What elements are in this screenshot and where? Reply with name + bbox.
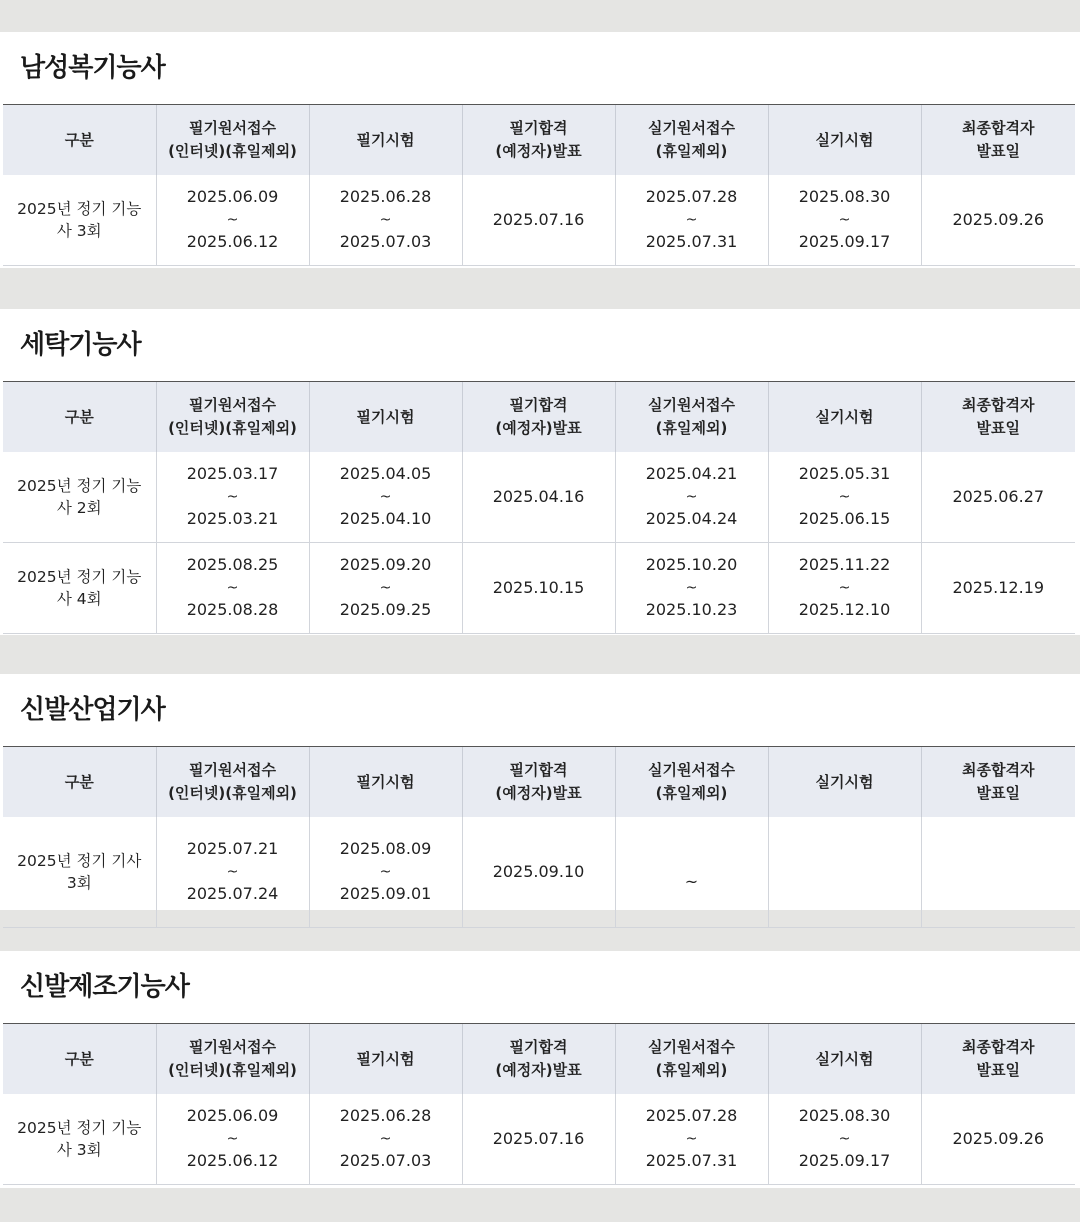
period-separator: ~	[226, 579, 239, 596]
col-header-written-apply: 필기원서접수 (인터넷)(휴일제외)	[156, 747, 309, 818]
period-end: 2025.10.23	[645, 600, 738, 620]
period-start: 2025.07.28	[645, 187, 738, 207]
period-end: 2025.07.03	[339, 232, 432, 252]
written-apply-period	[156, 543, 309, 634]
period-separator: ~	[379, 863, 392, 880]
period-start: 2025.10.20	[645, 555, 738, 575]
col-header-practical-apply: 실기원서접수 (휴일제외)	[615, 1024, 768, 1095]
period-separator: ~	[685, 579, 698, 596]
period-end: 2025.06.12	[186, 1151, 279, 1171]
col-header-practical-exam: 실기시험	[768, 1024, 921, 1095]
period-start: 2025.08.09	[339, 839, 432, 859]
practical-exam-period	[768, 543, 921, 634]
final-result-date: 2025.09.26	[921, 1094, 1075, 1185]
period-separator: ~	[379, 488, 392, 505]
written-exam-period	[309, 1094, 462, 1185]
col-header-category: 구분	[3, 1024, 156, 1095]
period-separator: ~	[379, 579, 392, 596]
table-row	[3, 1094, 1075, 1185]
section-mens-clothing	[0, 32, 1080, 268]
period-start: 2025.06.09	[186, 1106, 279, 1126]
written-apply-period	[156, 175, 309, 266]
section-title: 신발산업기사	[20, 695, 165, 725]
period-separator: ~	[838, 488, 851, 505]
period-end: 2025.06.12	[186, 232, 279, 252]
col-header-written-apply: 필기원서접수 (인터넷)(휴일제외)	[156, 105, 309, 176]
session-label: 2025년 정기 기능 사 3회	[3, 1094, 156, 1185]
practical-exam-period	[768, 1094, 921, 1185]
period-separator: ~	[226, 488, 239, 505]
period-start: 2025.06.28	[339, 1106, 432, 1126]
final-result-date: 2025.12.19	[921, 543, 1075, 634]
final-result-date: 2025.06.27	[921, 452, 1075, 543]
period-separator: ~	[838, 211, 851, 228]
period-end: 2025.06.15	[798, 509, 891, 529]
practical-exam-period	[768, 817, 921, 928]
col-header-written-exam: 필기시험	[309, 747, 462, 818]
written-exam-period	[309, 543, 462, 634]
written-apply-period	[156, 817, 309, 928]
schedule-table	[3, 381, 1075, 634]
col-header-final-result: 최종합격자 발표일	[921, 105, 1075, 176]
written-exam-period	[309, 817, 462, 928]
col-header-category: 구분	[3, 747, 156, 818]
session-label: 2025년 정기 기능 사 2회	[3, 452, 156, 543]
col-header-practical-apply: 실기원서접수 (휴일제외)	[615, 105, 768, 176]
col-header-written-apply: 필기원서접수 (인터넷)(휴일제외)	[156, 382, 309, 453]
section-title: 세탁기능사	[20, 330, 141, 360]
period-end: 2025.04.10	[339, 509, 432, 529]
period-start: 2025.03.17	[186, 464, 279, 484]
col-header-final-result: 최종합격자 발표일	[921, 1024, 1075, 1095]
period-start: 2025.06.09	[186, 187, 279, 207]
col-header-category: 구분	[3, 105, 156, 176]
written-apply-period	[156, 1094, 309, 1185]
table-header-row	[3, 382, 1075, 453]
section-title: 남성복기능사	[20, 53, 165, 83]
col-header-practical-exam: 실기시험	[768, 382, 921, 453]
practical-exam-period	[768, 175, 921, 266]
period-end: 2025.07.24	[186, 884, 279, 904]
section-footwear-industrial-engineer	[0, 674, 1080, 910]
col-header-category: 구분	[3, 382, 156, 453]
period-end: 2025.08.28	[186, 600, 279, 620]
col-header-written-result: 필기합격 (예정자)발표	[462, 747, 615, 818]
session-label: 2025년 정기 기사 3회	[3, 817, 156, 928]
table-header-row	[3, 1024, 1075, 1095]
final-result-date: 2025.09.26	[921, 175, 1075, 266]
written-result-date: 2025.07.16	[462, 1094, 615, 1185]
period-end: 2025.09.01	[339, 884, 432, 904]
written-apply-period	[156, 452, 309, 543]
final-result-date	[921, 817, 1075, 928]
section-footwear-craftsman	[0, 951, 1080, 1188]
period-end: 2025.07.31	[645, 232, 738, 252]
written-result-date: 2025.09.10	[462, 817, 615, 928]
col-header-written-exam: 필기시험	[309, 382, 462, 453]
schedule-table	[3, 746, 1075, 928]
col-header-written-result: 필기합격 (예정자)발표	[462, 382, 615, 453]
period-separator: ~	[226, 211, 239, 228]
practical-apply-period	[615, 452, 768, 543]
period-end: 2025.09.17	[798, 1151, 891, 1171]
session-label: 2025년 정기 기능 사 3회	[3, 175, 156, 266]
practical-apply-period	[615, 175, 768, 266]
period-start: 2025.08.25	[186, 555, 279, 575]
period-start: 2025.07.21	[186, 839, 279, 859]
period-separator: ~	[379, 211, 392, 228]
table-row	[3, 817, 1075, 928]
table-row	[3, 452, 1075, 543]
period-start: 2025.08.30	[798, 187, 891, 207]
period-start: 2025.04.21	[645, 464, 738, 484]
practical-apply-period	[615, 543, 768, 634]
practical-exam-period	[768, 452, 921, 543]
period-start: 2025.07.28	[645, 1106, 738, 1126]
practical-apply-period	[615, 1094, 768, 1185]
col-header-written-apply: 필기원서접수 (인터넷)(휴일제외)	[156, 1024, 309, 1095]
period-start: 2025.08.30	[798, 1106, 891, 1126]
period-separator: ~	[685, 488, 698, 505]
col-header-written-exam: 필기시험	[309, 1024, 462, 1095]
period-separator: ~	[838, 1130, 851, 1147]
written-result-date: 2025.07.16	[462, 175, 615, 266]
period-end: 2025.03.21	[186, 509, 279, 529]
schedule-table	[3, 1023, 1075, 1185]
period-separator: ~	[685, 211, 698, 228]
period-start: 2025.09.20	[339, 555, 432, 575]
section-laundry	[0, 309, 1080, 635]
written-result-date: 2025.10.15	[462, 543, 615, 634]
period-start: 2025.06.28	[339, 187, 432, 207]
period-separator: ~	[379, 1130, 392, 1147]
col-header-practical-apply: 실기원서접수 (휴일제외)	[615, 382, 768, 453]
col-header-written-result: 필기합격 (예정자)발표	[462, 1024, 615, 1095]
period-end: 2025.09.25	[339, 600, 432, 620]
table-header-row	[3, 105, 1075, 176]
section-title: 신발제조기능사	[20, 972, 189, 1002]
period-start: 2025.05.31	[798, 464, 891, 484]
period-separator: ~	[226, 863, 239, 880]
written-exam-period	[309, 452, 462, 543]
table-row	[3, 175, 1075, 266]
col-header-practical-exam: 실기시험	[768, 747, 921, 818]
col-header-practical-apply: 실기원서접수 (휴일제외)	[615, 747, 768, 818]
period-start: 2025.11.22	[798, 555, 891, 575]
period-end: 2025.04.24	[645, 509, 738, 529]
col-header-written-exam: 필기시험	[309, 105, 462, 176]
period-end: 2025.12.10	[798, 600, 891, 620]
period-separator: ~	[685, 1130, 698, 1147]
period-start: 2025.04.05	[339, 464, 432, 484]
period-separator: ~	[838, 579, 851, 596]
period-separator: ~	[226, 1130, 239, 1147]
period-end: 2025.07.31	[645, 1151, 738, 1171]
col-header-final-result: 최종합격자 발표일	[921, 382, 1075, 453]
col-header-final-result: 최종합격자 발표일	[921, 747, 1075, 818]
written-result-date: 2025.04.16	[462, 452, 615, 543]
table-row	[3, 543, 1075, 634]
written-exam-period	[309, 175, 462, 266]
session-label: 2025년 정기 기능 사 4회	[3, 543, 156, 634]
table-header-row	[3, 747, 1075, 818]
col-header-written-result: 필기합격 (예정자)발표	[462, 105, 615, 176]
period-end: 2025.09.17	[798, 232, 891, 252]
schedule-table	[3, 104, 1075, 266]
period-end: 2025.07.03	[339, 1151, 432, 1171]
col-header-practical-exam: 실기시험	[768, 105, 921, 176]
practical-apply-period: ~	[615, 817, 768, 928]
